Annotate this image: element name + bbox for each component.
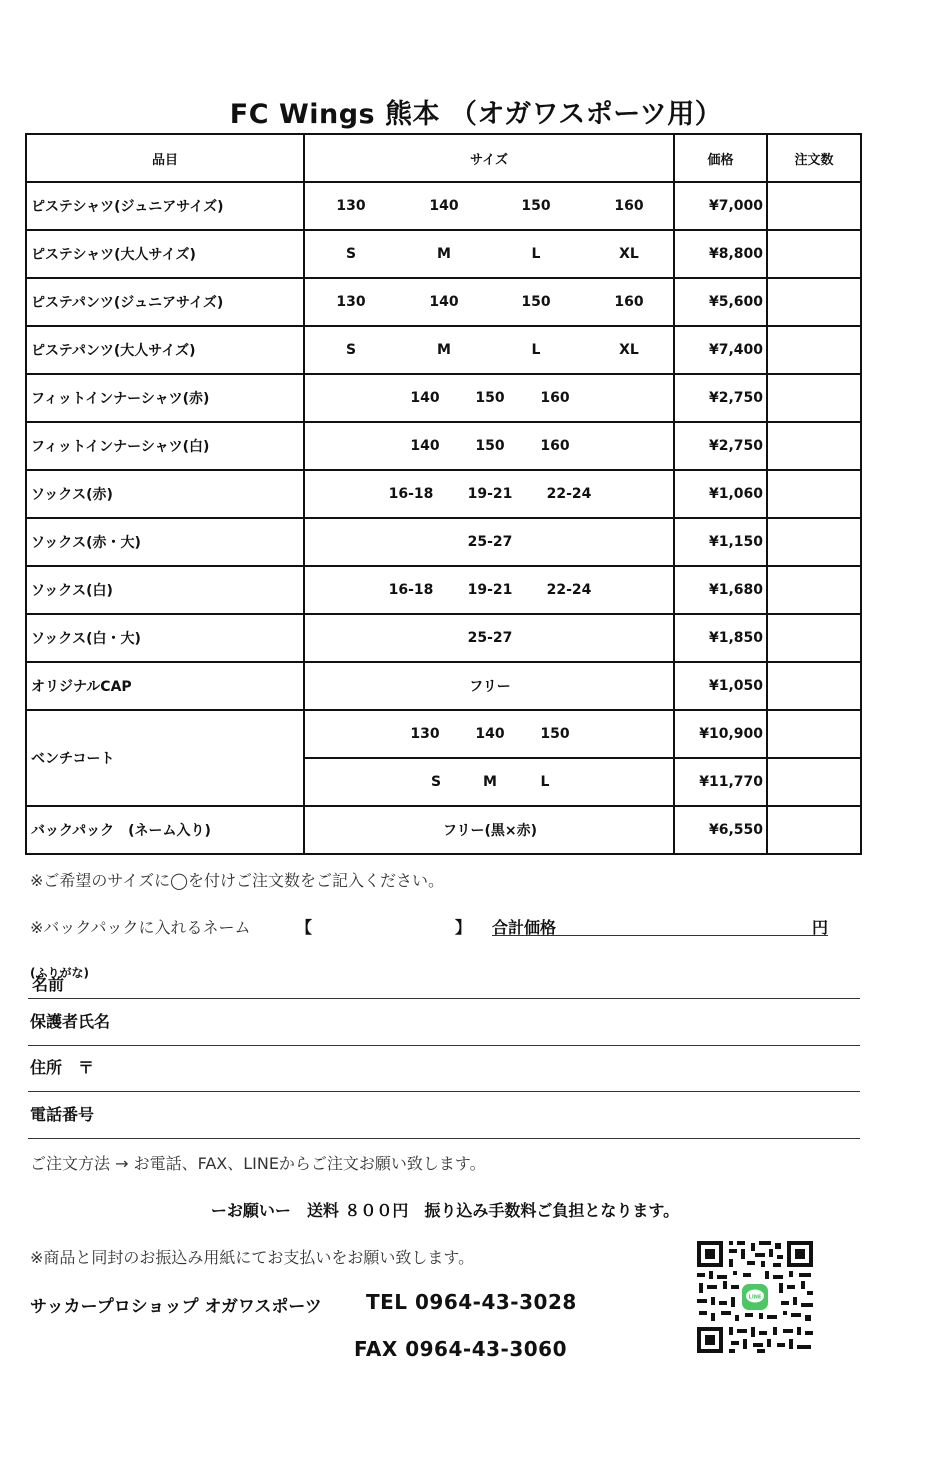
name-field[interactable]: [28, 952, 860, 999]
size-options: [304, 422, 674, 470]
item-name: フィットインナーシャツ(白): [26, 422, 304, 470]
size-options: [304, 710, 674, 758]
table-row: [26, 326, 861, 374]
total-price-label: 合計価格: [492, 918, 557, 937]
size-option[interactable]: 160: [540, 390, 570, 406]
item-name: ソックス(赤・大): [26, 518, 304, 566]
qty-cell[interactable]: [767, 374, 861, 422]
item-price: ¥7,400: [674, 326, 767, 374]
size-option[interactable]: 150: [521, 294, 551, 310]
item-price: ¥10,900: [674, 710, 767, 758]
name-text: 名前: [32, 975, 65, 994]
item-name: ソックス(白): [26, 566, 304, 614]
shop-name: サッカープロショップ オガワスポーツ: [30, 1297, 322, 1317]
address-label: 住所 〒: [30, 1058, 95, 1077]
table-row: [26, 710, 861, 758]
size-option[interactable]: 150: [540, 726, 570, 742]
item-price: ¥2,750: [674, 422, 767, 470]
shipping-note: ーお願いー 送料 ８００円 振り込み手数料ご負担となります。: [210, 1201, 680, 1220]
size-option[interactable]: 16-18: [388, 486, 434, 502]
size-option[interactable]: 25-27: [467, 534, 513, 550]
qty-cell[interactable]: [767, 662, 861, 710]
size-option[interactable]: 16-18: [388, 582, 434, 598]
table-row: [26, 230, 861, 278]
guardian-name-label: 保護者氏名: [30, 1012, 111, 1031]
qty-cell[interactable]: [767, 806, 861, 854]
table-row: [26, 182, 861, 230]
size-option[interactable]: 19-21: [467, 582, 513, 598]
header-qty: 注文数: [767, 134, 861, 182]
size-option[interactable]: XL: [619, 246, 639, 262]
fax-number: FAX 0964-43-3060: [354, 1337, 567, 1361]
size-option[interactable]: 150: [475, 390, 505, 406]
size-options: [304, 326, 674, 374]
size-option[interactable]: L: [531, 342, 541, 358]
line-qr-code[interactable]: [695, 1239, 815, 1355]
size-option[interactable]: M: [483, 774, 497, 790]
line-badge-text: LINE: [748, 1294, 762, 1301]
size-option[interactable]: 130: [410, 726, 440, 742]
item-price: ¥1,150: [674, 518, 767, 566]
yen-unit: 円: [811, 918, 828, 937]
qty-cell[interactable]: [767, 326, 861, 374]
size-option[interactable]: 140: [475, 726, 505, 742]
size-option[interactable]: フリー: [469, 679, 511, 695]
item-name: ピステパンツ(ジュニアサイズ): [26, 278, 304, 326]
qty-cell[interactable]: [767, 182, 861, 230]
size-option[interactable]: M: [437, 342, 451, 358]
qty-cell[interactable]: [767, 710, 861, 758]
size-options: [304, 806, 674, 854]
item-price: ¥1,850: [674, 614, 767, 662]
size-option[interactable]: S: [345, 342, 357, 358]
size-option[interactable]: M: [437, 246, 451, 262]
size-option[interactable]: 140: [410, 390, 440, 406]
table-row: [26, 566, 861, 614]
item-price: ¥2,750: [674, 374, 767, 422]
size-option[interactable]: S: [345, 246, 357, 262]
item-price: ¥11,770: [674, 758, 767, 806]
item-name: ピステパンツ(大人サイズ): [26, 326, 304, 374]
item-name: ピステシャツ(大人サイズ): [26, 230, 304, 278]
table-row: [26, 278, 861, 326]
qty-cell[interactable]: [767, 422, 861, 470]
size-option[interactable]: 25-27: [467, 630, 513, 646]
tel-number[interactable]: TEL 0964-43-3028: [366, 1290, 577, 1314]
item-name: バックパック (ネーム入り): [26, 806, 304, 854]
size-option[interactable]: 130: [336, 294, 366, 310]
order-method-note: ご注文方法 → お電話、FAX、LINEからご注文お願い致します。: [30, 1154, 486, 1173]
table-row: [26, 806, 861, 854]
size-options: [304, 662, 674, 710]
name-label: [30, 962, 89, 994]
qr-code-icon: [695, 1239, 815, 1355]
size-option[interactable]: 22-24: [546, 486, 592, 502]
qty-cell[interactable]: [767, 758, 861, 806]
table-row: [26, 470, 861, 518]
item-price: ¥1,060: [674, 470, 767, 518]
item-price: ¥7,000: [674, 182, 767, 230]
payment-note: ※商品と同封のお振込み用紙にてお支払いをお願い致します。: [30, 1248, 475, 1267]
table-header-row: [26, 134, 861, 182]
size-option[interactable]: 22-24: [546, 582, 592, 598]
item-price: ¥6,550: [674, 806, 767, 854]
order-table: [25, 133, 862, 855]
phone-field[interactable]: [28, 1092, 860, 1139]
table-row: [26, 614, 861, 662]
size-options: [304, 518, 674, 566]
size-option[interactable]: 130: [336, 198, 366, 214]
item-name: ソックス(白・大): [26, 614, 304, 662]
size-options: [304, 758, 674, 806]
size-options: [304, 182, 674, 230]
header-price: 価格: [674, 134, 767, 182]
header-size: サイズ: [304, 134, 674, 182]
item-name: ベンチコート: [26, 710, 304, 806]
size-option[interactable]: 160: [614, 294, 644, 310]
item-price: ¥5,600: [674, 278, 767, 326]
size-options: [304, 278, 674, 326]
item-name: オリジナルCAP: [26, 662, 304, 710]
table-row: [26, 374, 861, 422]
backpack-name-input[interactable]: [318, 910, 448, 936]
qty-cell[interactable]: [767, 614, 861, 662]
size-option[interactable]: 140: [410, 438, 440, 454]
table-row: [26, 422, 861, 470]
size-option[interactable]: 140: [429, 294, 459, 310]
item-name: ソックス(赤): [26, 470, 304, 518]
size-option[interactable]: 160: [540, 438, 570, 454]
qty-cell[interactable]: [767, 566, 861, 614]
size-options: [304, 230, 674, 278]
size-option[interactable]: S: [430, 774, 442, 790]
item-price: ¥8,800: [674, 230, 767, 278]
item-name: フィットインナーシャツ(赤): [26, 374, 304, 422]
size-option[interactable]: L: [540, 774, 550, 790]
name-kana: (ふりがな): [30, 966, 89, 980]
size-option[interactable]: L: [531, 246, 541, 262]
size-option[interactable]: 150: [475, 438, 505, 454]
guardian-name-field[interactable]: [28, 999, 860, 1046]
qty-cell[interactable]: [767, 230, 861, 278]
total-price-field[interactable]: [492, 915, 828, 936]
bracket-close: 】: [455, 918, 472, 937]
header-item: 品目: [26, 134, 304, 182]
size-options: [304, 566, 674, 614]
size-options: [304, 614, 674, 662]
qty-cell[interactable]: [767, 278, 861, 326]
size-option[interactable]: 150: [521, 198, 551, 214]
phone-label: 電話番号: [30, 1105, 95, 1124]
size-option[interactable]: XL: [619, 342, 639, 358]
item-price: ¥1,050: [674, 662, 767, 710]
table-row: [26, 518, 861, 566]
circle-size-note: ※ご希望のサイズに◯を付けご注文数をご記入ください。: [30, 871, 445, 890]
bracket-open: 【: [296, 918, 313, 937]
table-row: [26, 662, 861, 710]
qty-cell[interactable]: [767, 518, 861, 566]
item-price: ¥1,680: [674, 566, 767, 614]
size-option[interactable]: 160: [614, 198, 644, 214]
size-option[interactable]: 140: [429, 198, 459, 214]
backpack-name-label: ※バックパックに入れるネーム: [30, 918, 251, 937]
item-name: ピステシャツ(ジュニアサイズ): [26, 182, 304, 230]
size-options: [304, 470, 674, 518]
size-options: [304, 374, 674, 422]
page-title: FC Wings 熊本 （オガワスポーツ用）: [229, 99, 723, 130]
address-field[interactable]: [28, 1045, 860, 1092]
size-option[interactable]: フリー(黒×赤): [443, 823, 537, 839]
qty-cell[interactable]: [767, 470, 861, 518]
size-option[interactable]: 19-21: [467, 486, 513, 502]
